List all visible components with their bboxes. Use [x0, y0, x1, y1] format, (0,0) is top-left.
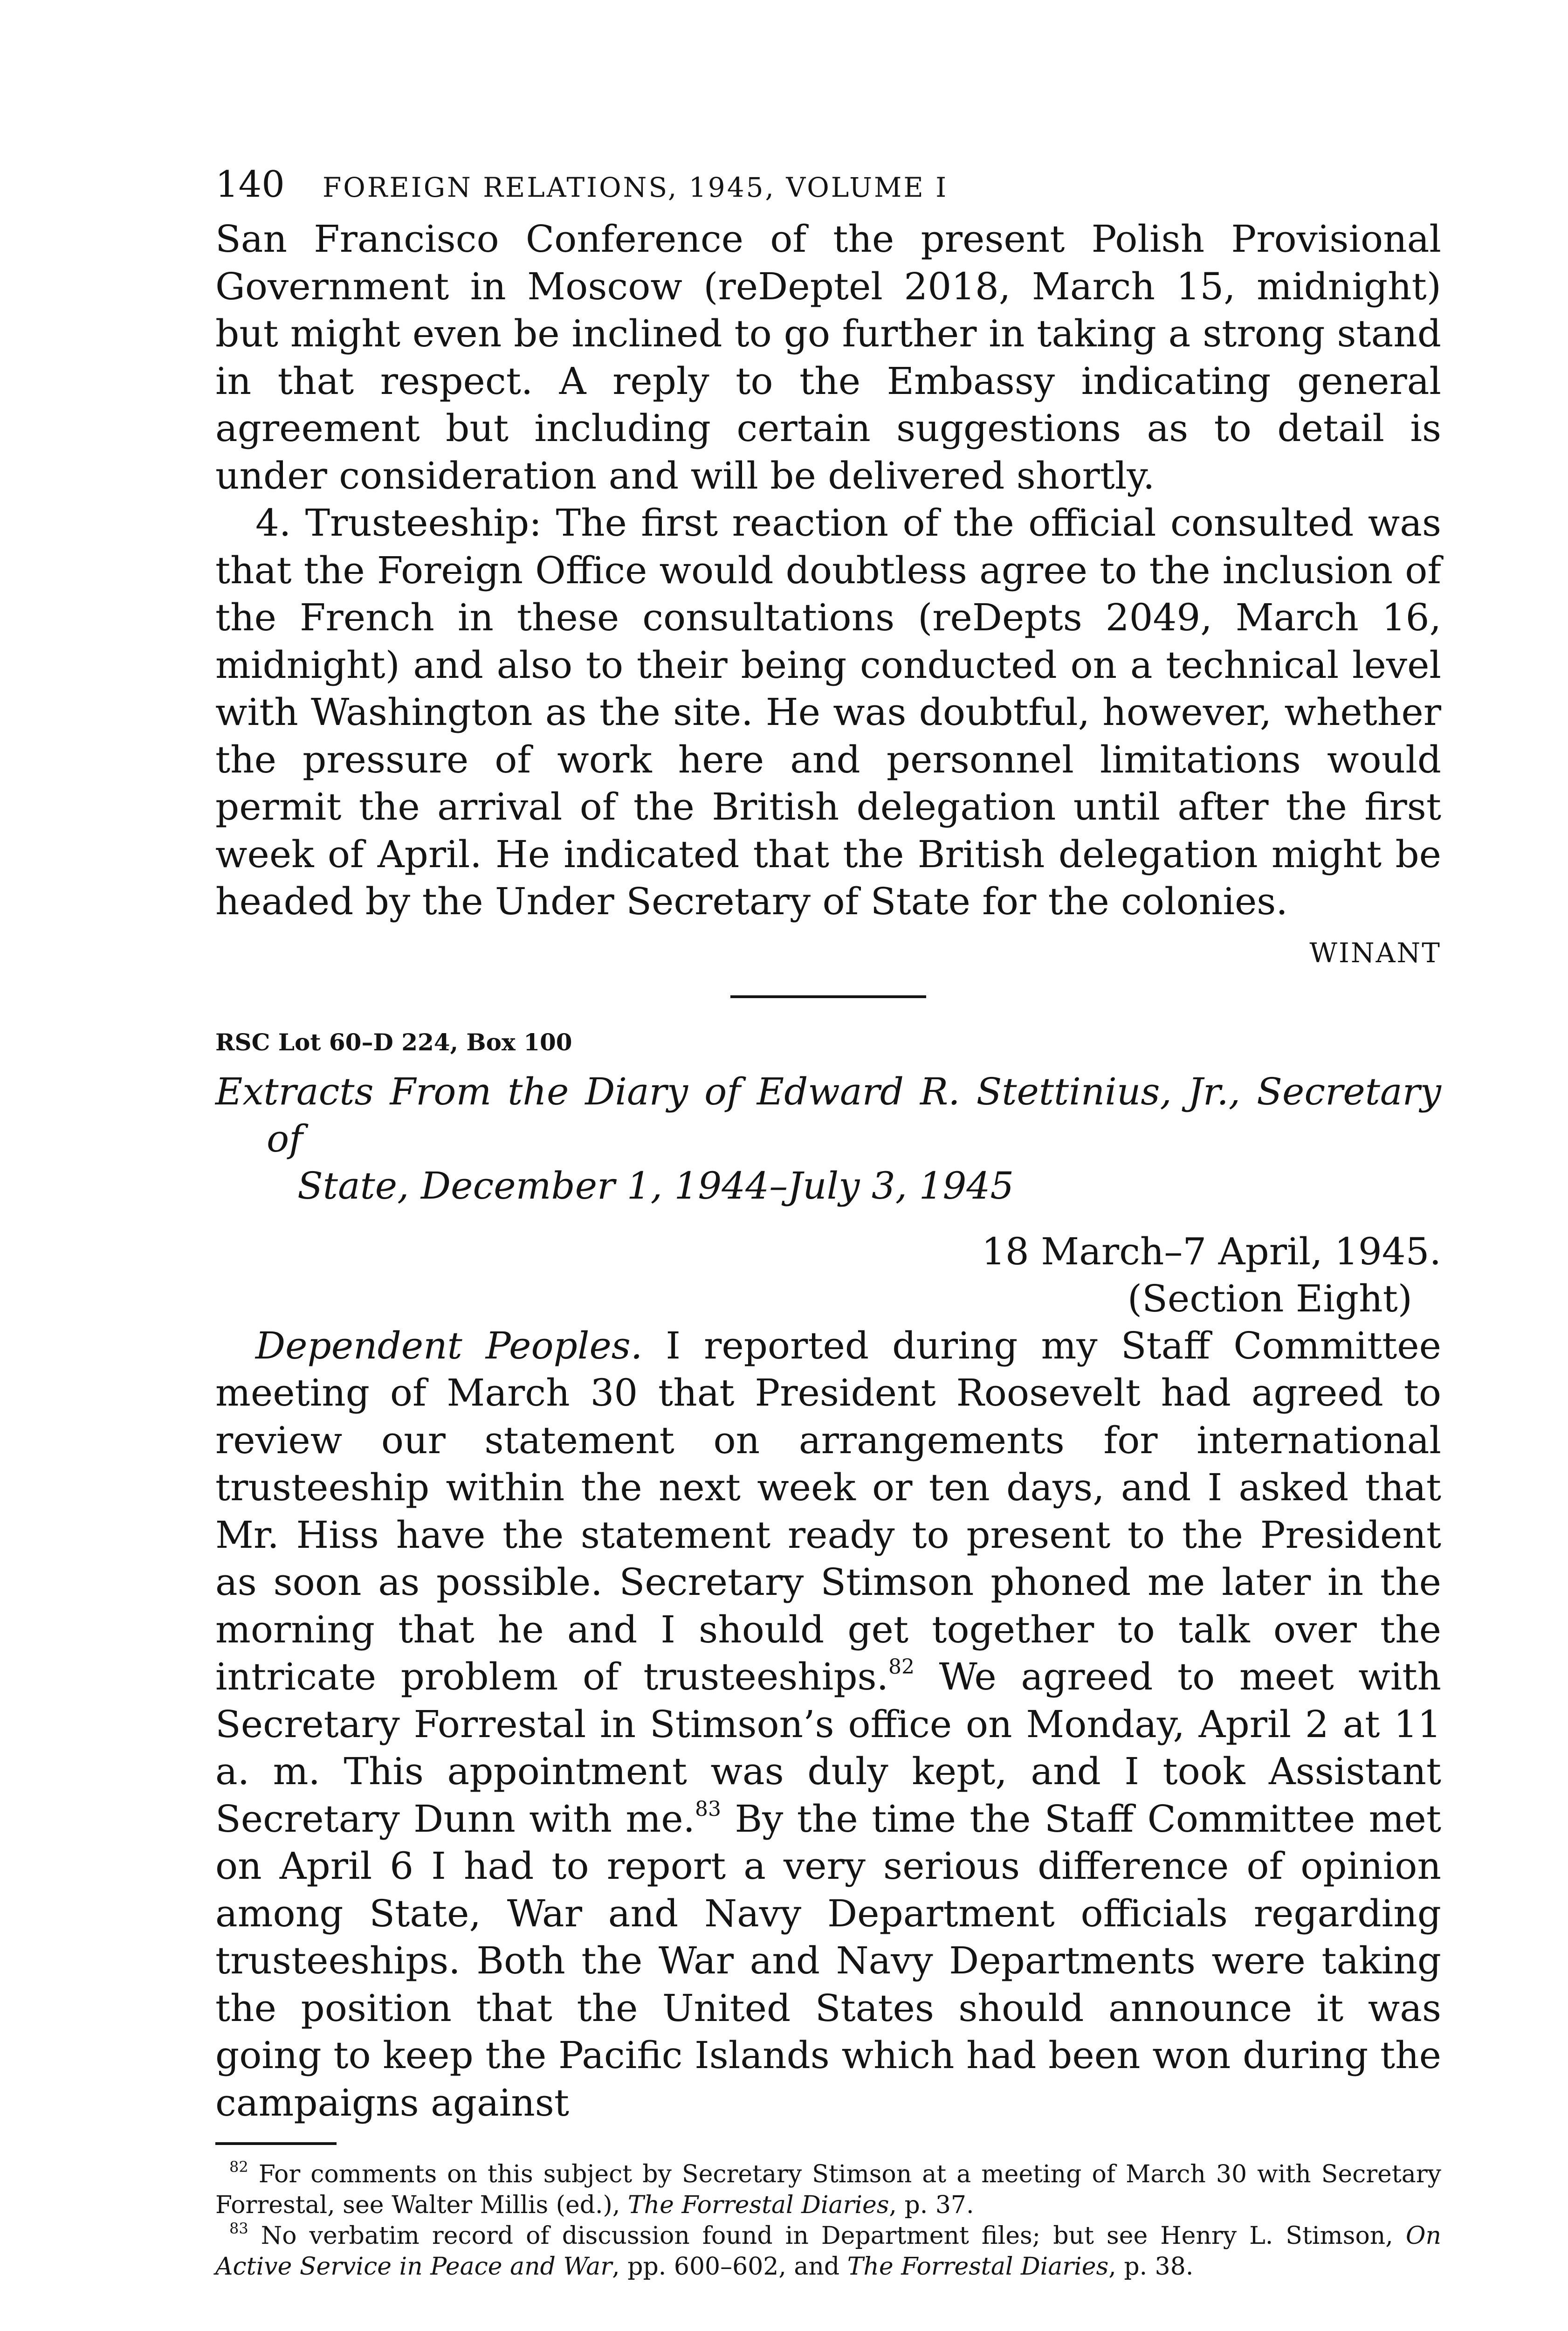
footnote-83-title-2: The Forrestal Diaries [847, 2253, 1109, 2281]
document-title-line1: Extracts From the Diary of Edward R. Stettinius, Jr., Secretary of [215, 1069, 1441, 1160]
document-title-line2: State, December 1, 1944–July 3, 1945 [297, 1164, 1014, 1207]
telegram-body [215, 215, 1441, 925]
document-title [215, 1068, 1441, 1209]
footnote-83-title-1: On Active Service in Peace and War [215, 2222, 1441, 2281]
footnote-83-mid: , pp. 600–602, and [612, 2253, 847, 2281]
diary-body [215, 1322, 1441, 2127]
footnote-rule [215, 2142, 337, 2145]
continuation-paragraph: San Francisco Conference of the present Polish Provisional Government in Moscow (reDeptel 2018, March 15, midnight) but might even be inclined to go further in taking a strong stand in that respect. A reply to the Embassy indicating general agreement but including certain suggestions as to detail is under consideration and will be delivered shortly. [215, 217, 1441, 497]
footnotes [215, 2159, 1441, 2282]
dateline: 18 March–7 April, 1945. [981, 1229, 1441, 1273]
dependent-peoples-paragraph [215, 1322, 1441, 2127]
page-number: 140 [215, 164, 285, 206]
trusteeship-paragraph: 4. Trusteeship: The first reaction of the official consulted was that the Foreign Office would doubtless agree to the inclusion of the French in these consultations (reDepts 2049, March 16, midnight) and also to their being conducted on a technical level with Washington as the site. He was doubtful, however, whether the pressure of work here and personnel limitations would permit the arrival of the British delegation until after the first week of April. He indicated that the British delegation might be headed by the Under Secretary of State for the colonies. [215, 501, 1441, 923]
dependent-peoples-text-2: We agreed to meet with Secretary Forrestal in Stimson’s office on Monday, April 2 at 11 a. m. This appointment was duly kept, and I took Assistant Secretary Dunn with me. [215, 1655, 1442, 1841]
footnote-ref-82: 82 [888, 1655, 915, 1679]
signature: WINANT [1309, 937, 1441, 969]
section-label: (Section Eight) [1127, 1276, 1412, 1320]
dependent-peoples-text-3: By the time the Staff Committee met on April 6 I had to report a very serious difference of opinion among State, War and Navy Department officials regarding trusteeships. Both the War and Navy Departments were taking the position that the United States should announce it was going to keep the Pacific Islands which had been won during the campaigns against [215, 1797, 1442, 2124]
dependent-peoples-heading: Dependent Peoples. [255, 1324, 643, 1367]
footnote-82 [215, 2159, 1441, 2221]
footnote-83 [215, 2221, 1441, 2282]
section-divider [730, 995, 926, 998]
footnote-marker-83: 83 [229, 2220, 248, 2237]
dependent-peoples-text-1: I reported during my Staff Committee meeting of March 30 that President Roosevelt had agreed to review our statement on arrangements for international trusteeship within the next week or ten days, and I asked that Mr. Hiss have the statement ready to present to the President as soon as possible. Secretary Stimson phoned me later in the morning that he and I should get together to talk over the intricate problem of trusteeships. [215, 1324, 1441, 1698]
footnote-83-text: No verbatim record of discussion found in Department files; but see Henry L. Stimson, [248, 2222, 1406, 2250]
footnote-82-title: The Forrestal Diaries [627, 2191, 889, 2219]
footnote-83-tail: , p. 38. [1108, 2253, 1194, 2281]
footnote-marker-82: 82 [229, 2158, 248, 2176]
running-head: FOREIGN RELATIONS, 1945, VOLUME I [323, 172, 949, 203]
footnote-ref-83: 83 [695, 1797, 721, 1821]
page-header [215, 164, 1441, 215]
footnote-82-tail: , p. 37. [889, 2191, 974, 2219]
document-page [215, 164, 1441, 2282]
source-note: RSC Lot 60–D 224, Box 100 [215, 1028, 572, 1056]
footnote-82-text: For comments on this subject by Secretary Stimson at a meeting of March 30 with Secretary Forrestal, see Walter Millis (ed.), [215, 2160, 1441, 2219]
